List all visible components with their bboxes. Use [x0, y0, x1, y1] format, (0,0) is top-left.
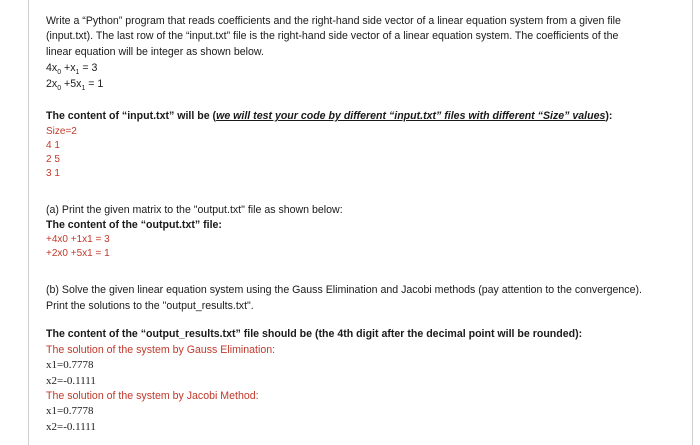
intro-line-1: Write a “Python” program that reads coefficients and the right-hand side vector of a linear equation system from a given file: [46, 15, 621, 27]
equation-2: $2x_0 +5x_1 = 1$: [46, 78, 104, 93]
jacobi-x1: x1=0.7778: [46, 405, 94, 418]
part-b-heading: The content of the “output_results.txt” file should be (the 4th digit after the decimal point will be rounded):: [46, 328, 583, 341]
gauss-title: The solution of the system by Gauss Elimination:: [46, 343, 276, 356]
intro-line-2: (input.txt). The last row of the “input.txt” file is the right-hand side vector of a linear equation system. The coefficients of the: [46, 30, 619, 43]
input-heading: The content of “input.txt” will be (we will test your code by different “input.txt” files with different “Size” values):: [46, 110, 613, 123]
assignment-document: [46, 14, 676, 435]
input-line-rhs: 3 1: [46, 167, 60, 179]
input-line-size: Size=2: [46, 125, 77, 137]
jacobi-x2: x2=-0.1111: [46, 420, 96, 433]
jacobi-title: The solution of the system by Jacobi Method:: [46, 390, 259, 403]
part-a-heading: The content of the “output.txt” file:: [46, 219, 222, 232]
gauss-x2: x2=-0.1111: [46, 374, 96, 387]
intro-line-3: linear equation will be integer as shown below.: [46, 45, 264, 58]
part-a-instruction: (a) Print the given matrix to the "output.txt" file as shown below:: [46, 203, 343, 216]
input-line-row1: 4 1: [46, 139, 60, 151]
output-line-1: +4x0 +1x1 = 3: [46, 234, 110, 246]
gauss-x1: x1=0.7778: [46, 359, 94, 372]
part-b-line-2: Print the solutions to the "output_results.txt".: [46, 299, 254, 312]
output-line-2: +2x0 +5x1 = 1: [46, 248, 110, 260]
input-line-row2: 2 5: [46, 153, 60, 165]
part-b-line-1: (b) Solve the given linear equation system using the Gauss Elimination and Jacobi methods (pay attention to the convergence).: [46, 284, 642, 297]
equation-1: $4x_0 +x_1 = 3$: [46, 62, 98, 77]
